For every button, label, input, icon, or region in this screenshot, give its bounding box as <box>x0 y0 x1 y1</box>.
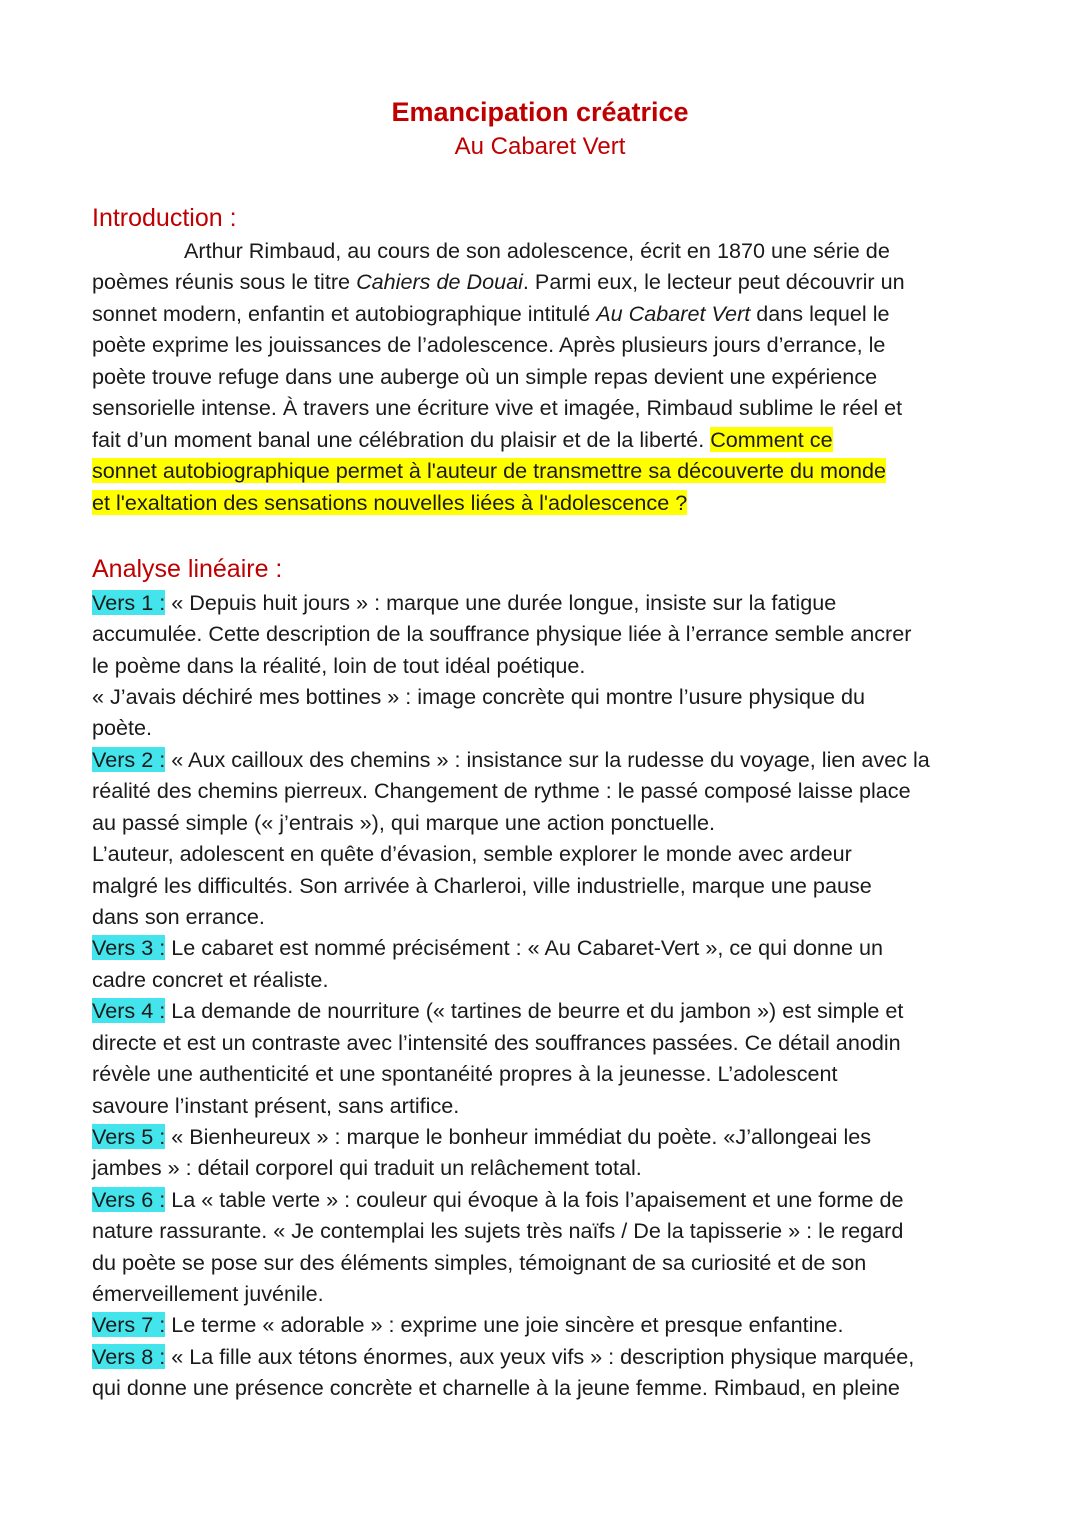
analysis-line <box>92 901 992 932</box>
analysis-line <box>92 775 992 806</box>
analysis-line <box>92 1058 992 1089</box>
intro-poem-title: Au Cabaret Vert <box>596 301 751 326</box>
analysis-line <box>92 838 992 869</box>
document-subtitle: Au Cabaret Vert <box>454 133 626 160</box>
analysis-text: Le terme « adorable » : exprime une joie sincère et presque enfantine. <box>165 1312 844 1337</box>
analysis-text: du poète se pose sur des éléments simples, témoignant de sa curiosité et de son <box>92 1250 867 1275</box>
analysis-line <box>92 964 992 995</box>
analysis-text: La « table verte » : couleur qui évoque à la fois l’apaisement et une forme de <box>165 1187 904 1212</box>
intro-text: fait d’un moment banal une célébration du plaisir et de la liberté. <box>92 427 711 452</box>
analysis-text: directe et est un contraste avec l’intensité des souffrances passées. Ce détail anodin <box>92 1030 901 1055</box>
intro-text: dans lequel le <box>750 301 890 326</box>
analysis-text: nature rassurante. « Je contemplai les sujets très naïfs / De la tapisserie » : le regard <box>92 1218 904 1243</box>
analysis-line <box>92 681 992 712</box>
vers-label: Vers 3 : <box>92 935 166 960</box>
introduction-heading: Introduction : <box>92 204 237 232</box>
analysis-text: qui donne une présence concrète et charnelle à la jeune femme. Rimbaud, en pleine <box>92 1375 900 1400</box>
analysis-line <box>92 995 992 1026</box>
analysis-line <box>92 1027 992 1058</box>
vers-label: Vers 2 : <box>92 747 166 772</box>
analysis-line <box>92 618 992 649</box>
intro-line <box>92 487 992 518</box>
analysis-line <box>92 1278 992 1309</box>
intro-text: poète exprime les jouissances de l’adolescence. Après plusieurs jours d’errance, le <box>92 332 886 357</box>
intro-text: poète trouve refuge dans une auberge où un simple repas devient une expérience <box>92 364 878 389</box>
analysis-text: le poème dans la réalité, loin de tout idéal poétique. <box>92 653 586 678</box>
analysis-text: révèle une authenticité et une spontanéité propres à la jeunesse. L’adolescent <box>92 1061 838 1086</box>
intro-line <box>92 298 992 329</box>
problem-question: sonnet autobiographique permet à l'auteur de transmettre sa découverte du monde <box>92 458 887 483</box>
analysis-text: au passé simple (« j’entrais »), qui marque une action ponctuelle. <box>92 810 715 835</box>
analysis-line <box>92 932 992 963</box>
intro-text: Arthur Rimbaud, au cours de son adolescence, écrit en 1870 une série de <box>184 238 890 263</box>
analysis-text: réalité des chemins pierreux. Changement de rythme : le passé composé laisse place <box>92 778 911 803</box>
analysis-line <box>92 1121 992 1152</box>
analysis-text: La demande de nourriture (« tartines de beurre et du jambon ») est simple et <box>165 998 904 1023</box>
analysis-line <box>92 1090 992 1121</box>
intro-text: sensorielle intense. À travers une écriture vive et imagée, Rimbaud sublime le réel et <box>92 395 903 420</box>
intro-book-title: Cahiers de Douai <box>356 269 523 294</box>
analysis-line <box>92 744 992 775</box>
analysis-text: « J’avais déchiré mes bottines » : image concrète qui montre l’usure physique du <box>92 684 865 709</box>
problem-question: et l'exaltation des sensations nouvelles liées à l'adolescence ? <box>92 490 688 515</box>
analysis-line <box>92 1341 992 1372</box>
analysis-line <box>92 807 992 838</box>
analysis-line <box>92 1184 992 1215</box>
analysis-line <box>92 650 992 681</box>
analysis-line <box>92 587 992 618</box>
intro-text: poèmes réunis sous le titre <box>92 269 357 294</box>
analysis-text: cadre concret et réaliste. <box>92 967 329 992</box>
analysis-text: dans son errance. <box>92 904 265 929</box>
intro-line <box>92 266 992 297</box>
intro-text: sonnet modern, enfantin et autobiographique intitulé <box>92 301 597 326</box>
intro-line <box>92 455 992 486</box>
analysis-text: savoure l’instant présent, sans artifice. <box>92 1093 460 1118</box>
intro-line <box>92 424 992 455</box>
intro-line <box>92 392 992 423</box>
analysis-text: jambes » : détail corporel qui traduit un relâchement total. <box>92 1155 642 1180</box>
vers-label: Vers 8 : <box>92 1344 166 1369</box>
analysis-line <box>92 712 992 743</box>
analysis-text: accumulée. Cette description de la souffrance physique liée à l’errance semble ancrer <box>92 621 912 646</box>
analysis-text: émerveillement juvénile. <box>92 1281 324 1306</box>
vers-label: Vers 1 : <box>92 590 166 615</box>
intro-text: . Parmi eux, le lecteur peut découvrir un <box>522 269 905 294</box>
analysis-heading: Analyse linéaire : <box>92 555 283 583</box>
analysis-line <box>92 1152 992 1183</box>
analysis-text: « Depuis huit jours » : marque une durée longue, insiste sur la fatigue <box>165 590 837 615</box>
analysis-line <box>92 870 992 901</box>
analysis-text: « Aux cailloux des chemins » : insistance sur la rudesse du voyage, lien avec la <box>165 747 930 772</box>
analysis-text: L’auteur, adolescent en quête d’évasion, semble explorer le monde avec ardeur <box>92 841 852 866</box>
analysis-text: malgré les difficultés. Son arrivée à Charleroi, ville industrielle, marque une pause <box>92 873 872 898</box>
intro-line <box>92 235 992 266</box>
analysis-line <box>92 1215 992 1246</box>
analysis-line <box>92 1309 992 1340</box>
intro-line <box>92 361 992 392</box>
analysis-text: « La fille aux tétons énormes, aux yeux vifs » : description physique marquée, <box>165 1344 915 1369</box>
document-title: Emancipation créatrice <box>391 97 689 127</box>
analysis-text: « Bienheureux » : marque le bonheur immédiat du poète. «J’allongeai les <box>165 1124 872 1149</box>
vers-label: Vers 4 : <box>92 998 166 1023</box>
intro-line <box>92 329 992 360</box>
analysis-line <box>92 1247 992 1278</box>
analysis-line <box>92 1372 992 1403</box>
vers-label: Vers 6 : <box>92 1187 166 1212</box>
analysis-text: Le cabaret est nommé précisément : « Au Cabaret-Vert », ce qui donne un <box>165 935 884 960</box>
problem-question: Comment ce <box>710 427 833 452</box>
vers-label: Vers 7 : <box>92 1312 166 1337</box>
vers-label: Vers 5 : <box>92 1124 166 1149</box>
analysis-text: poète. <box>92 715 153 740</box>
